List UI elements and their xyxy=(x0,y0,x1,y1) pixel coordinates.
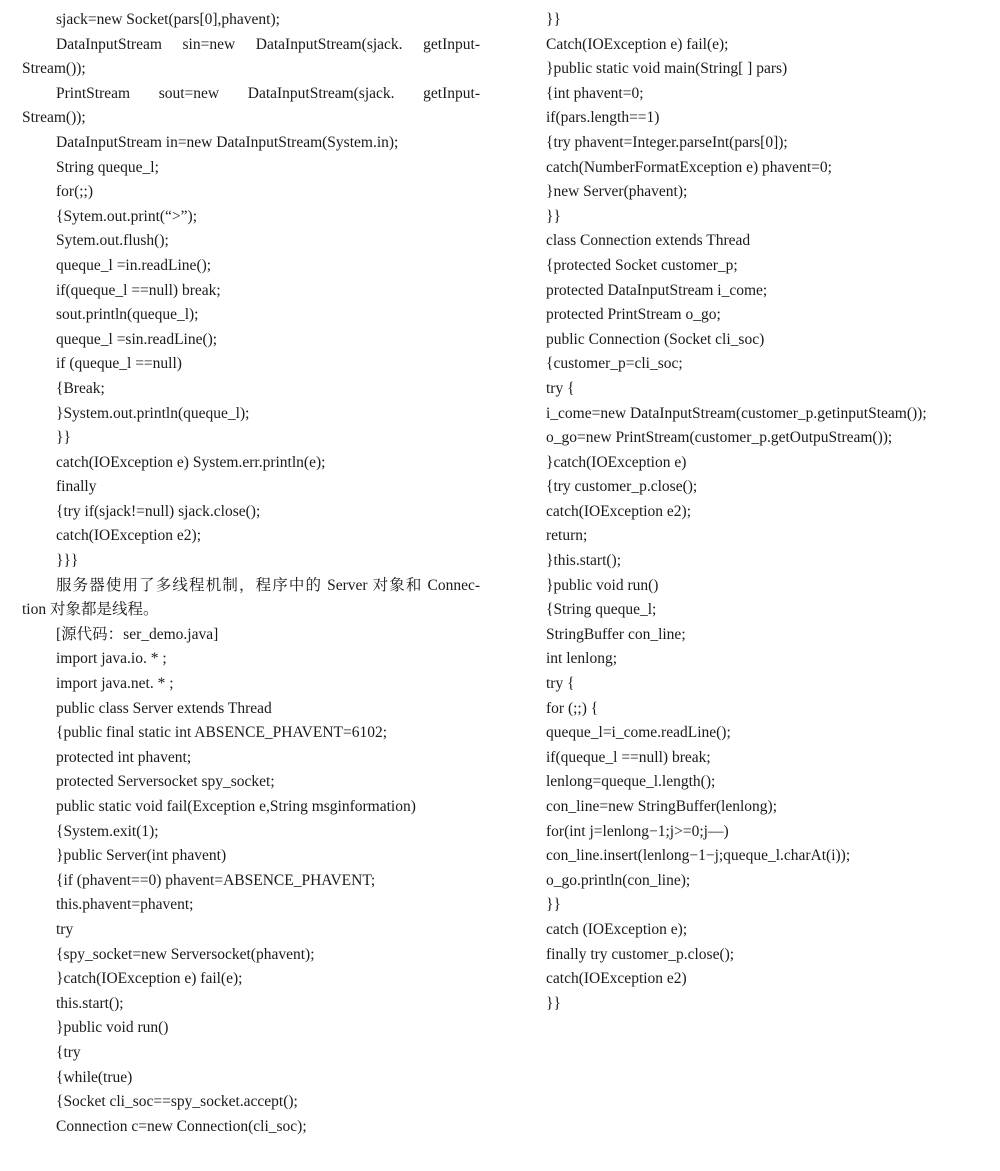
text-line: catch (IOException e); xyxy=(546,920,688,938)
text-line: lenlong=queque_l.length(); xyxy=(546,773,716,791)
text-line: }public Server(int phavent) xyxy=(56,847,227,865)
text-line: }new Server(phavent); xyxy=(546,183,688,201)
text-line: StringBuffer con_line; xyxy=(546,625,686,643)
text-line: {Socket cli_soc==spy_socket.accept(); xyxy=(56,1093,298,1111)
text-line: queque_l =in.readLine(); xyxy=(56,256,212,274)
text-line: protected DataInputStream i_come; xyxy=(546,281,768,299)
text-line: Connection c=new Connection(cli_soc); xyxy=(56,1117,307,1135)
text-line: public Connection (Socket cli_soc) xyxy=(546,330,765,348)
text-line: }}} xyxy=(56,552,79,570)
text-line: }System.out.println(queque_l); xyxy=(56,404,250,422)
text-line: DataInputStream sin=new DataInputStream(sjack. getInput- xyxy=(56,35,480,53)
text-line: {Break; xyxy=(56,379,105,397)
text-line: String queque_l; xyxy=(56,158,159,176)
text-line: tion 对象都是线程。 xyxy=(22,601,159,619)
text-line: protected PrintStream o_go; xyxy=(546,306,721,324)
text-line: int lenlong; xyxy=(546,650,618,668)
text-line: finally try customer_p.close(); xyxy=(546,945,735,963)
text-line: {try xyxy=(56,1043,81,1061)
text-line: i_come=new DataInputStream(customer_p.getinputSteam()); xyxy=(546,404,927,422)
text-line: try xyxy=(56,920,74,938)
text-line: for (;;) { xyxy=(546,699,599,717)
text-line: this.phavent=phavent; xyxy=(56,896,194,914)
text-line: {System.exit(1); xyxy=(56,822,159,840)
text-line: {customer_p=cli_soc; xyxy=(546,355,683,373)
text-line: Catch(IOException e) fail(e); xyxy=(546,35,729,53)
text-line: {protected Socket customer_p; xyxy=(546,256,738,274)
text-line: sjack=new Socket(pars[0],phavent); xyxy=(56,11,280,28)
text-line: queque_l=i_come.readLine(); xyxy=(546,724,731,742)
text-line: this.start(); xyxy=(56,994,124,1012)
text-line: protected Serversocket spy_socket; xyxy=(56,773,275,791)
text-line: {spy_socket=new Serversocket(phavent); xyxy=(56,945,315,963)
text-line: {try phavent=Integer.parseInt(pars[0]); xyxy=(546,133,788,151)
text-line: }this.start(); xyxy=(546,552,622,570)
text-line: protected int phavent; xyxy=(56,748,192,766)
text-line: }public void run() xyxy=(546,576,659,594)
text-line: o_go.println(con_line); xyxy=(546,871,691,889)
text-line: }catch(IOException e) xyxy=(546,453,687,471)
text-line: if(queque_l ==null) break; xyxy=(546,748,711,766)
text-line: import java.net. * ; xyxy=(56,675,174,693)
text-line: }catch(IOException e) fail(e); xyxy=(56,970,243,988)
text-line: }} xyxy=(546,896,561,914)
text-line: con_line=new StringBuffer(lenlong); xyxy=(546,798,778,815)
text-line: [源代码：ser_demo.java] xyxy=(56,625,219,643)
text-line: try { xyxy=(546,379,575,397)
text-line: public static void fail(Exception e,String msginformation) xyxy=(56,798,416,815)
text-line: {if (phavent==0) phavent=ABSENCE_PHAVENT; xyxy=(56,871,376,889)
text-line: catch(IOException e2) xyxy=(546,970,687,988)
text-line: 服务器使用了多线程机制，程序中的 Server 对象和 Connec- xyxy=(56,576,480,594)
text-line: if(queque_l ==null) break; xyxy=(56,281,221,299)
text-line: {Sytem.out.print(“>”); xyxy=(56,207,198,225)
text-line: queque_l =sin.readLine(); xyxy=(56,330,218,348)
text-line: }} xyxy=(56,429,71,447)
text-line: {String queque_l; xyxy=(546,601,657,619)
text-line: class Connection extends Thread xyxy=(546,232,751,250)
text-line: }public void run() xyxy=(56,1019,169,1037)
text-line: PrintStream sout=new DataInputStream(sjack. getInput- xyxy=(56,84,480,102)
text-line: }} xyxy=(546,994,561,1012)
text-line: {try if(sjack!=null) sjack.close(); xyxy=(56,502,261,520)
text-line: try { xyxy=(546,675,575,693)
text-line: catch(IOException e2); xyxy=(56,527,202,545)
text-line: if(pars.length==1) xyxy=(546,109,660,127)
right-text-column xyxy=(546,8,986,1016)
text-line: sout.println(queque_l); xyxy=(56,306,199,324)
text-line: o_go=new PrintStream(customer_p.getOutpuStream()); xyxy=(546,429,893,447)
text-line: if (queque_l ==null) xyxy=(56,355,182,373)
text-line: import java.io. * ; xyxy=(56,650,167,668)
text-line: con_line.insert(lenlong−1−j;queque_l.charAt(i)); xyxy=(546,847,851,865)
text-line: for(int j=lenlong−1;j>=0;j—) xyxy=(546,822,729,840)
text-line: }public static void main(String[ ] pars) xyxy=(546,60,788,78)
text-line: for(;;) xyxy=(56,183,94,201)
text-line: return; xyxy=(546,527,588,545)
text-line: Sytem.out.flush(); xyxy=(56,232,169,250)
text-line: public class Server extends Thread xyxy=(56,699,272,717)
text-line: catch(NumberFormatException e) phavent=0; xyxy=(546,158,832,176)
left-text-column xyxy=(22,8,480,1139)
text-line: }} xyxy=(546,11,561,28)
text-line: Stream()); xyxy=(22,60,86,78)
text-line: }} xyxy=(546,207,561,225)
text-line: catch(IOException e) System.err.println(e); xyxy=(56,453,326,471)
text-line: finally xyxy=(56,478,97,496)
text-line: {try customer_p.close(); xyxy=(546,478,698,496)
text-line: {while(true) xyxy=(56,1068,133,1086)
text-line: {public final static int ABSENCE_PHAVENT=6102; xyxy=(56,724,388,742)
text-line: DataInputStream in=new DataInputStream(System.in); xyxy=(56,133,399,151)
text-line: {int phavent=0; xyxy=(546,84,644,102)
text-line: Stream()); xyxy=(22,109,86,127)
text-line: catch(IOException e2); xyxy=(546,502,692,520)
